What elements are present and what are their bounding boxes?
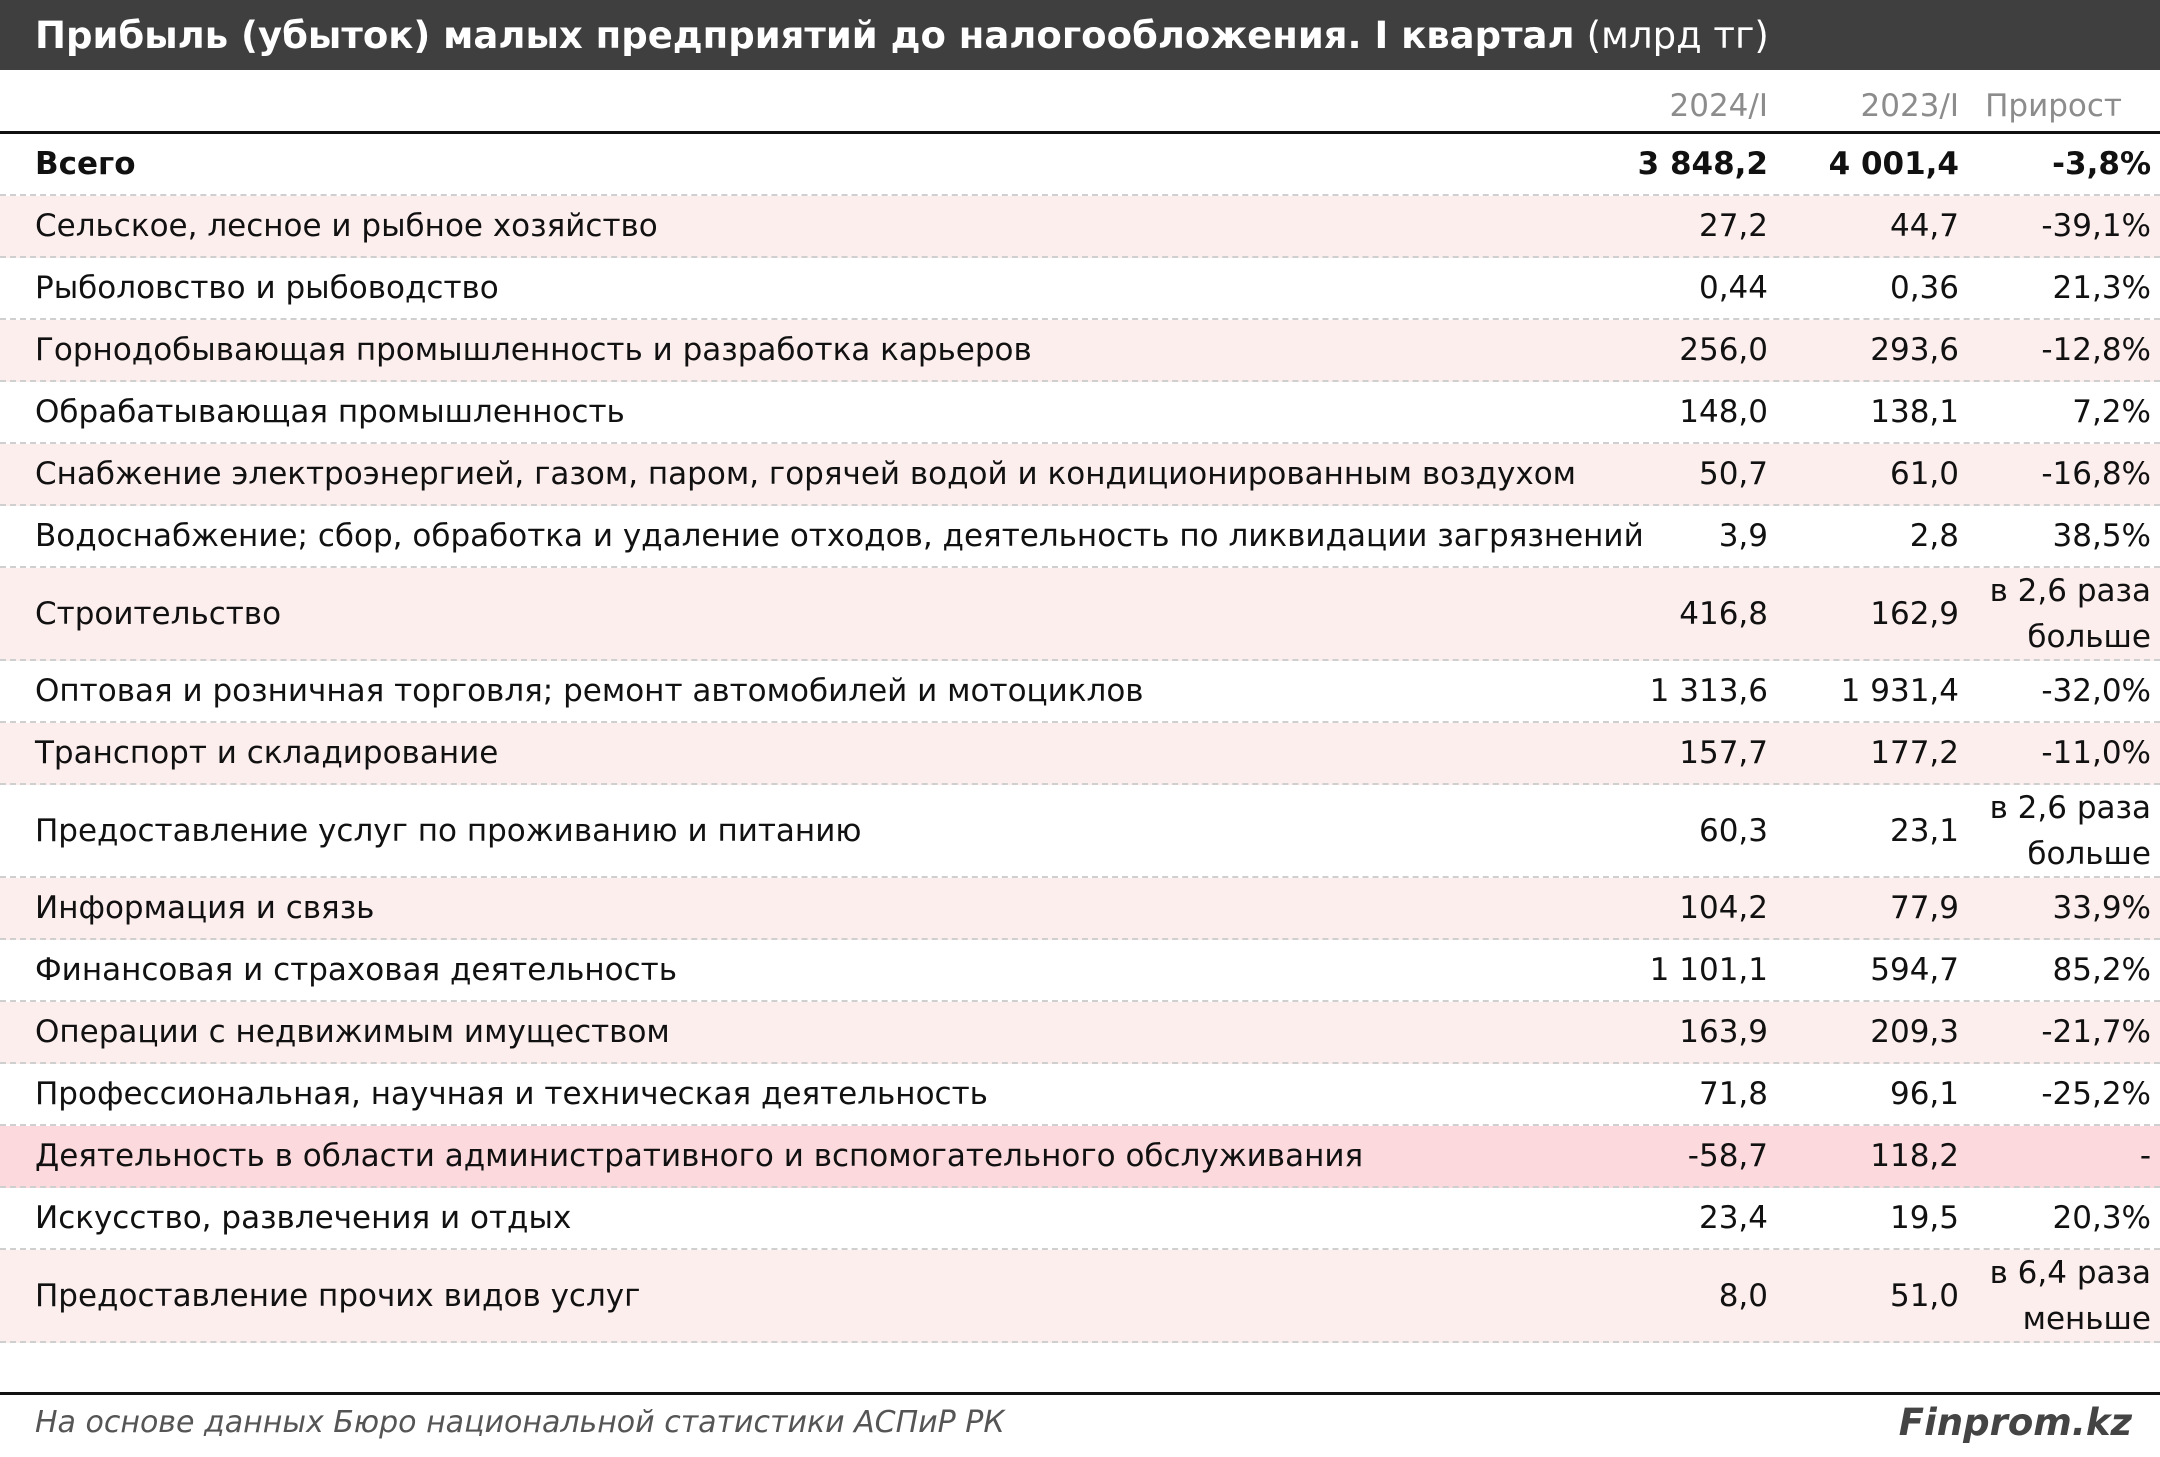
row-label: Финансовая и страховая деятельность	[35, 952, 677, 988]
table-row	[0, 1188, 2160, 1250]
growth-line: больше	[2027, 835, 2151, 872]
growth-line: 33,9%	[2052, 890, 2151, 926]
row-label: Профессиональная, научная и техническая деятельность	[35, 1076, 988, 1112]
value-2024: 416,8	[1679, 595, 1768, 632]
value-2024: 8,0	[1718, 1277, 1768, 1314]
growth-line: -3,8%	[2052, 146, 2151, 182]
growth-value	[2041, 451, 2151, 497]
growth-line: -12,8%	[2041, 332, 2151, 368]
table-row	[0, 661, 2160, 723]
source-note: На основе данных Бюро национальной статистики АСПиР РК	[35, 1405, 1005, 1440]
value-2023: 177,2	[1870, 735, 1959, 771]
value-2024: 3 848,2	[1637, 146, 1768, 182]
row-label: Искусство, развлечения и отдых	[35, 1200, 572, 1236]
value-2024: 157,7	[1679, 735, 1768, 771]
growth-line: -25,2%	[2041, 1076, 2151, 1112]
growth-value	[1990, 785, 2151, 877]
value-2024: 148,0	[1679, 394, 1768, 430]
growth-value	[2041, 730, 2151, 776]
title-bar	[0, 0, 2160, 70]
growth-value	[2053, 885, 2151, 931]
growth-value	[2053, 513, 2151, 559]
value-2023: 0,36	[1889, 270, 1959, 306]
value-2023: 1 931,4	[1840, 673, 1959, 709]
growth-value	[2053, 1195, 2151, 1241]
value-2023: 19,5	[1889, 1200, 1959, 1236]
value-2023: 61,0	[1889, 456, 1959, 492]
growth-line: больше	[2027, 618, 2151, 655]
value-2023: 77,9	[1889, 890, 1959, 926]
growth-value	[2041, 327, 2151, 373]
table-row	[0, 1126, 2160, 1188]
value-2023: 96,1	[1889, 1076, 1959, 1112]
value-2023: 51,0	[1889, 1277, 1959, 1314]
header-growth: Прирост	[1985, 88, 2122, 124]
value-2024: 27,2	[1698, 208, 1768, 244]
value-2024: 0,44	[1698, 270, 1768, 306]
table-row	[0, 134, 2160, 196]
header-2023: 2023/I	[1860, 88, 1959, 124]
growth-line: 38,5%	[2052, 518, 2151, 554]
value-2024: 256,0	[1679, 332, 1768, 368]
growth-value	[2041, 1009, 2151, 1055]
growth-line: 21,3%	[2052, 270, 2151, 306]
value-2023: 293,6	[1870, 332, 1959, 368]
growth-value	[1990, 1250, 2151, 1342]
growth-line: 20,3%	[2052, 1200, 2151, 1236]
table-row	[0, 506, 2160, 568]
row-label: Предоставление прочих видов услуг	[35, 1277, 641, 1314]
value-2024: -58,7	[1687, 1138, 1768, 1174]
table-row	[0, 1002, 2160, 1064]
value-2024: 71,8	[1698, 1076, 1768, 1112]
table-row	[0, 785, 2160, 878]
row-label: Рыболовство и рыбоводство	[35, 270, 499, 306]
table-row	[0, 723, 2160, 785]
value-2024: 50,7	[1698, 456, 1768, 492]
row-label: Информация и связь	[35, 890, 375, 926]
row-label: Оптовая и розничная торговля; ремонт автомобилей и мотоциклов	[35, 673, 1144, 709]
value-2023: 118,2	[1870, 1138, 1959, 1174]
table-row	[0, 1064, 2160, 1126]
growth-line: в 2,6 раза	[1989, 789, 2151, 826]
row-label: Строительство	[35, 595, 282, 632]
value-2023: 162,9	[1870, 595, 1959, 632]
value-2023: 4 001,4	[1828, 146, 1959, 182]
value-2024: 163,9	[1679, 1014, 1768, 1050]
value-2023: 2,8	[1909, 518, 1959, 554]
footer	[0, 1392, 2160, 1448]
growth-line: -	[2139, 1138, 2151, 1174]
value-2024: 1 313,6	[1649, 673, 1768, 709]
row-label: Сельское, лесное и рыбное хозяйство	[35, 208, 658, 244]
growth-value	[2072, 389, 2151, 435]
header-2024: 2024/I	[1669, 88, 1768, 124]
table-row	[0, 320, 2160, 382]
value-2024: 23,4	[1698, 1200, 1768, 1236]
growth-line: 85,2%	[2052, 952, 2151, 988]
row-label: Горнодобывающая промышленность и разработка карьеров	[35, 332, 1032, 368]
chart-title: Прибыль (убыток) малых предприятий до налогообложения. I квартал	[35, 13, 1575, 57]
row-label: Снабжение электроэнергией, газом, паром, горячей водой и кондиционированным воздухом	[35, 456, 1577, 492]
growth-line: 7,2%	[2072, 394, 2151, 430]
row-label: Деятельность в области административного и вспомогательного обслуживания	[35, 1138, 1364, 1174]
value-2024: 1 101,1	[1649, 952, 1768, 988]
growth-value	[2041, 668, 2151, 714]
row-label: Обрабатывающая промышленность	[35, 394, 625, 430]
growth-value	[2041, 1071, 2151, 1117]
value-2024: 3,9	[1718, 518, 1768, 554]
growth-value	[2053, 947, 2151, 993]
brand-logo: Finprom.kz	[1898, 1401, 2132, 1444]
growth-line: в 6,4 раза	[1989, 1254, 2151, 1291]
value-2024: 60,3	[1698, 812, 1768, 849]
growth-value	[2053, 265, 2151, 311]
table-row	[0, 382, 2160, 444]
row-label: Предоставление услуг по проживанию и питанию	[35, 812, 862, 849]
value-2023: 594,7	[1870, 952, 1959, 988]
row-label: Водоснабжение; сбор, обработка и удаление отходов, деятельность по ликвидации загрязнений	[35, 518, 1644, 554]
chart-unit: (млрд тг)	[1586, 13, 1769, 57]
value-2023: 138,1	[1870, 394, 1959, 430]
table-row	[0, 196, 2160, 258]
table-row	[0, 878, 2160, 940]
row-label: Транспорт и складирование	[35, 735, 499, 771]
growth-line: -21,7%	[2041, 1014, 2151, 1050]
row-label: Операции с недвижимым имуществом	[35, 1014, 670, 1050]
growth-line: -11,0%	[2041, 735, 2151, 771]
table-row	[0, 940, 2160, 1002]
table-body	[0, 134, 2160, 1343]
value-2023: 23,1	[1889, 812, 1959, 849]
growth-line: меньше	[2022, 1300, 2151, 1337]
table-row	[0, 568, 2160, 661]
table-row	[0, 444, 2160, 506]
table-row	[0, 258, 2160, 320]
growth-value	[2140, 1133, 2151, 1179]
value-2023: 209,3	[1870, 1014, 1959, 1050]
value-2024: 104,2	[1679, 890, 1768, 926]
growth-line: -16,8%	[2041, 456, 2151, 492]
table-header	[0, 70, 2160, 134]
growth-line: -39,1%	[2041, 208, 2151, 244]
growth-value	[2041, 203, 2151, 249]
table-row	[0, 1250, 2160, 1343]
row-label: Всего	[35, 146, 136, 182]
growth-value	[2052, 141, 2151, 187]
growth-value	[1990, 568, 2151, 660]
growth-line: -32,0%	[2041, 673, 2151, 709]
value-2023: 44,7	[1889, 208, 1959, 244]
growth-line: в 2,6 раза	[1989, 572, 2151, 609]
